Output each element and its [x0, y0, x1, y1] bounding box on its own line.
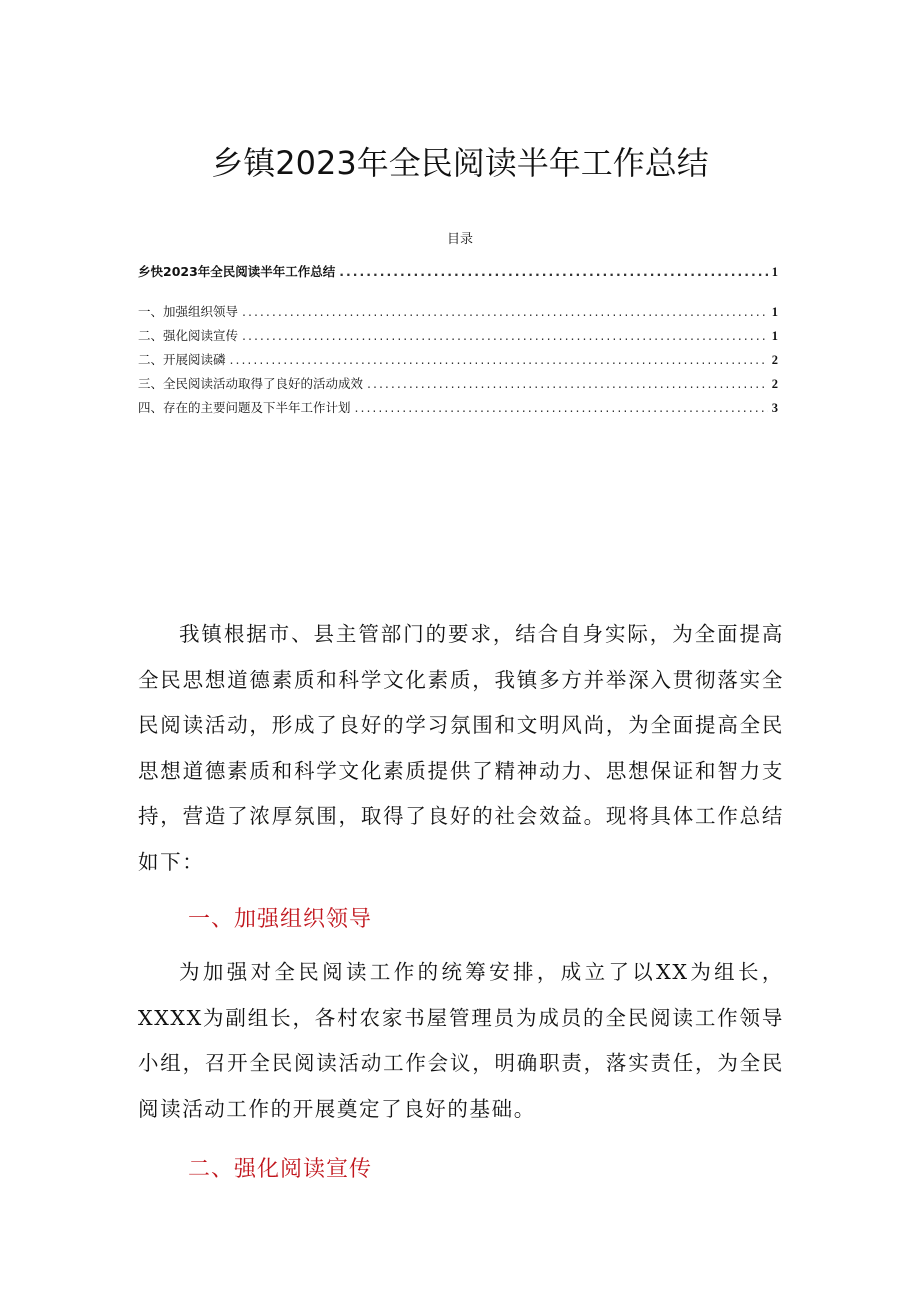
toc-entry-page: 1 [771, 265, 778, 279]
toc-leader-dots [242, 324, 768, 348]
toc-leader-dots [242, 300, 768, 324]
toc-entry-page: 2 [771, 377, 778, 391]
toc-entry-label: 四、存在的主要问题及下半年工作计划 [138, 400, 351, 415]
table-of-contents [138, 262, 778, 420]
toc-entry-label: 二、强化阅读宣传 [138, 328, 239, 343]
intro-paragraph: 我镇根据市、县主管部门的要求，结合自身实际，为全面提高全民思想道德素质和科学文化素质，我镇多方并举深入贯彻落实全民阅读活动，形成了良好的学习氛围和文明风尚，为全面提高全民思想道德素质和科学文化素质提供了精神动力、思想保证和智力支持，营造了浓厚氛围，取得了良好的社会效益。现将具体工作总结如下： [138, 622, 784, 874]
toc-heading: 目录 [446, 232, 473, 247]
toc-entry-label: 乡快2023年全民阅读半年工作总结 [138, 264, 336, 279]
toc-entry-section-5[interactable] [138, 396, 778, 420]
toc-entry-page: 2 [771, 353, 778, 367]
toc-entry-section-1[interactable] [138, 300, 778, 324]
toc-entry-section-2[interactable] [138, 324, 778, 348]
section-1-paragraph: 为加强对全民阅读工作的统筹安排，成立了以XX为组长，XXXX为副组长，各村农家书屋管理员为成员的全民阅读工作领导小组，召开全民阅读活动工作会议，明确职责，落实责任，为全民阅读活动工作的开展奠定了良好的基础。 [138, 960, 784, 1121]
toc-leader-dots [355, 396, 768, 420]
toc-entry-section-3[interactable] [138, 348, 778, 372]
toc-leader-dots [339, 262, 767, 282]
toc-leader-dots [367, 372, 768, 396]
toc-entry-label: 二、开展阅读磷 [138, 352, 226, 367]
toc-entry-page: 1 [771, 329, 778, 343]
section-heading-1: 一、加强组织领导 [188, 907, 373, 932]
toc-entry-page: 1 [771, 305, 778, 319]
toc-entry-label: 三、全民阅读活动取得了良好的活动成效 [138, 376, 364, 391]
section-heading-2: 二、强化阅读宣传 [188, 1157, 373, 1182]
toc-entry-label: 一、加强组织领导 [138, 304, 239, 319]
toc-entry-section-4[interactable] [138, 372, 778, 396]
document-title: 乡镇2023年全民阅读半年工作总结 [211, 144, 709, 182]
toc-entry-page: 3 [771, 401, 778, 415]
toc-entry-title[interactable] [138, 262, 778, 300]
toc-leader-dots [230, 348, 768, 372]
